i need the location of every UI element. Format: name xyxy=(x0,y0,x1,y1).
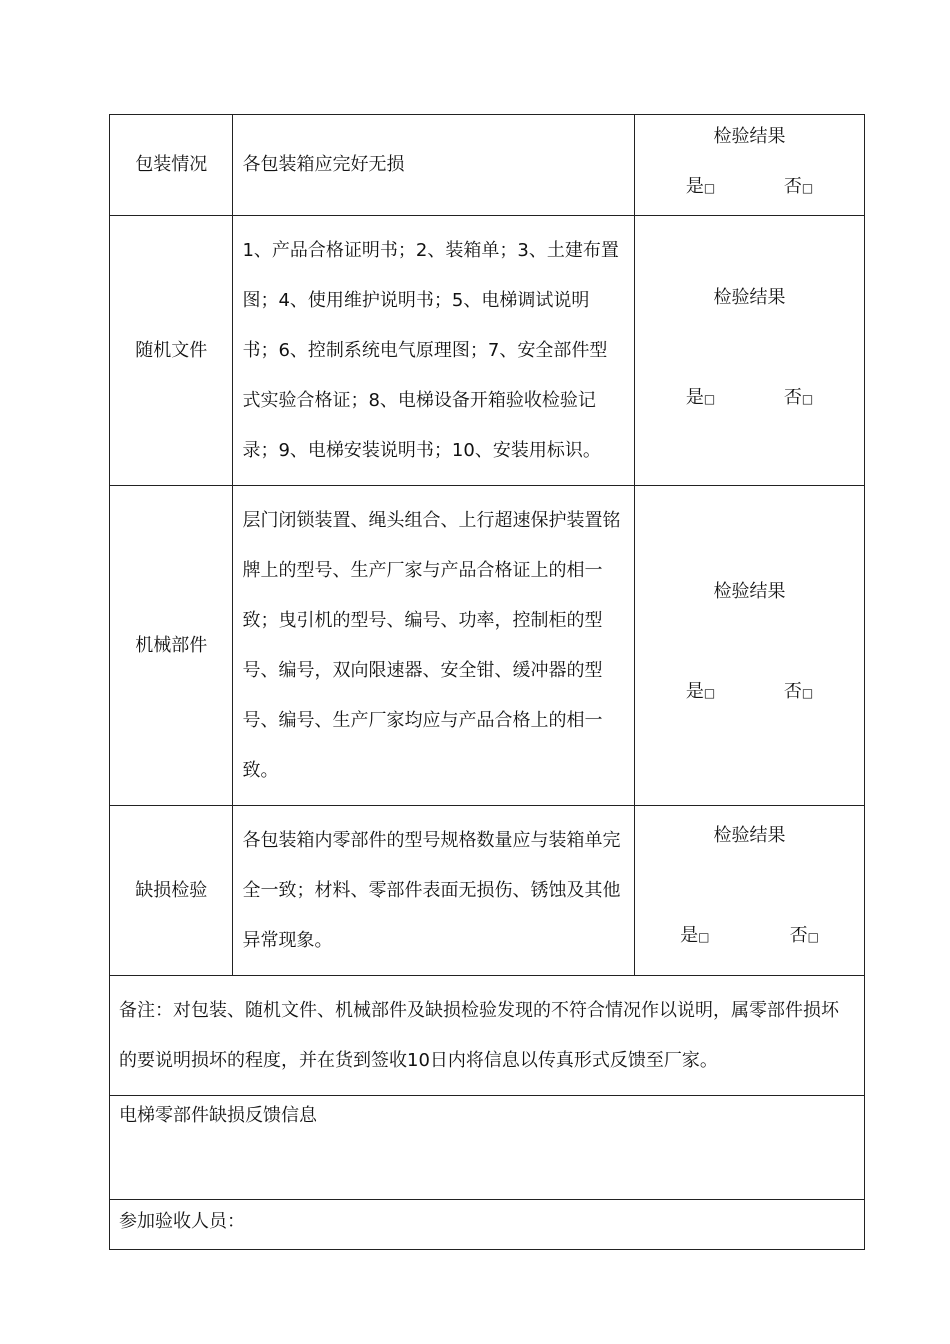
item-description: 各包装箱内零部件的型号规格数量应与装箱单完全一致；材料、零部件表面无损伤、锈蚀及其他异常现象。 xyxy=(242,830,621,951)
item-description: 各包装箱应完好无损 xyxy=(242,154,405,175)
item-label-cell xyxy=(110,115,233,216)
checkbox-icon: □ xyxy=(698,930,710,944)
table-row xyxy=(110,1200,865,1250)
result-options xyxy=(635,680,864,705)
no-label: 否 xyxy=(789,925,808,946)
yes-label: 是 xyxy=(680,925,699,946)
item-label: 包装情况 xyxy=(135,154,208,175)
checkbox-icon: □ xyxy=(801,181,814,195)
note-cell xyxy=(110,976,865,1096)
no-checkbox[interactable] xyxy=(784,175,813,200)
checkbox-icon: □ xyxy=(703,391,716,406)
item-label-cell xyxy=(110,806,233,976)
checkbox-icon: □ xyxy=(703,181,716,195)
item-description: 1、产品合格证明书；2、装箱单；3、土建布置图；4、使用维护说明书；5、电梯调试说明书；6、控制系统电气原理图；7、安全部件型式实验合格证；8、电梯设备开箱验收检验记录；9、电梯安装说明书；10、安装用标识。 xyxy=(242,240,619,461)
no-checkbox[interactable] xyxy=(790,924,819,949)
result-cell xyxy=(635,486,865,806)
table-row xyxy=(110,806,865,976)
result-title: 检验结果 xyxy=(713,126,786,147)
yes-checkbox[interactable] xyxy=(686,175,715,200)
table-row xyxy=(110,115,865,216)
table-row xyxy=(110,976,865,1096)
staff-cell[interactable] xyxy=(110,1200,865,1250)
no-label: 否 xyxy=(783,176,802,197)
item-description-cell xyxy=(233,115,635,216)
yes-checkbox[interactable] xyxy=(680,924,709,949)
item-description: 层门闭锁装置、绳头组合、上行超速保护装置铭牌上的型号、生产厂家与产品合格证上的相一致；曳引机的型号、编号、功率，控制柜的型号、编号，双向限速器、安全钳、缓冲器的型号、编号、生产厂家均应与产品合格上的相一致。 xyxy=(242,510,621,781)
result-options xyxy=(635,924,864,949)
staff-label: 参加验收人员： xyxy=(119,1211,245,1232)
no-label: 否 xyxy=(783,681,802,702)
result-cell xyxy=(635,216,865,486)
yes-checkbox[interactable] xyxy=(686,680,715,705)
checkbox-icon: □ xyxy=(703,686,716,700)
yes-checkbox[interactable] xyxy=(686,386,715,411)
yes-label: 是 xyxy=(685,176,704,197)
item-label: 机械部件 xyxy=(135,634,208,656)
table-row xyxy=(110,216,865,486)
item-label: 缺损检验 xyxy=(135,879,208,901)
result-cell xyxy=(635,115,865,216)
note-text: 备注：对包装、随机文件、机械部件及缺损检验发现的不符合情况作以说明，属零部件损坏的要说明损坏的程度，并在货到签收10日内将信息以传真形式反馈至厂家。 xyxy=(119,1000,839,1071)
table-row xyxy=(110,1096,865,1200)
result-cell xyxy=(635,806,865,976)
yes-label: 是 xyxy=(685,386,704,408)
feedback-label: 电梯零部件缺损反馈信息 xyxy=(119,1105,317,1126)
yes-label: 是 xyxy=(685,681,704,702)
item-description-cell xyxy=(233,486,635,806)
no-label: 否 xyxy=(783,386,802,408)
item-description-cell xyxy=(233,216,635,486)
feedback-cell[interactable] xyxy=(110,1096,865,1200)
no-checkbox[interactable] xyxy=(784,386,813,411)
item-description-cell xyxy=(233,806,635,976)
result-options xyxy=(635,386,864,411)
checkbox-icon: □ xyxy=(801,391,814,406)
item-label: 随机文件 xyxy=(135,339,208,361)
acceptance-inspection-table xyxy=(109,114,865,1250)
no-checkbox[interactable] xyxy=(784,680,813,705)
result-title: 检验结果 xyxy=(713,825,786,846)
checkbox-icon: □ xyxy=(801,686,814,700)
checkbox-icon: □ xyxy=(807,930,819,944)
result-title: 检验结果 xyxy=(713,581,786,602)
item-label-cell xyxy=(110,486,233,806)
table-row xyxy=(110,486,865,806)
item-label-cell xyxy=(110,216,233,486)
result-title: 检验结果 xyxy=(713,286,786,308)
result-options xyxy=(635,175,864,200)
